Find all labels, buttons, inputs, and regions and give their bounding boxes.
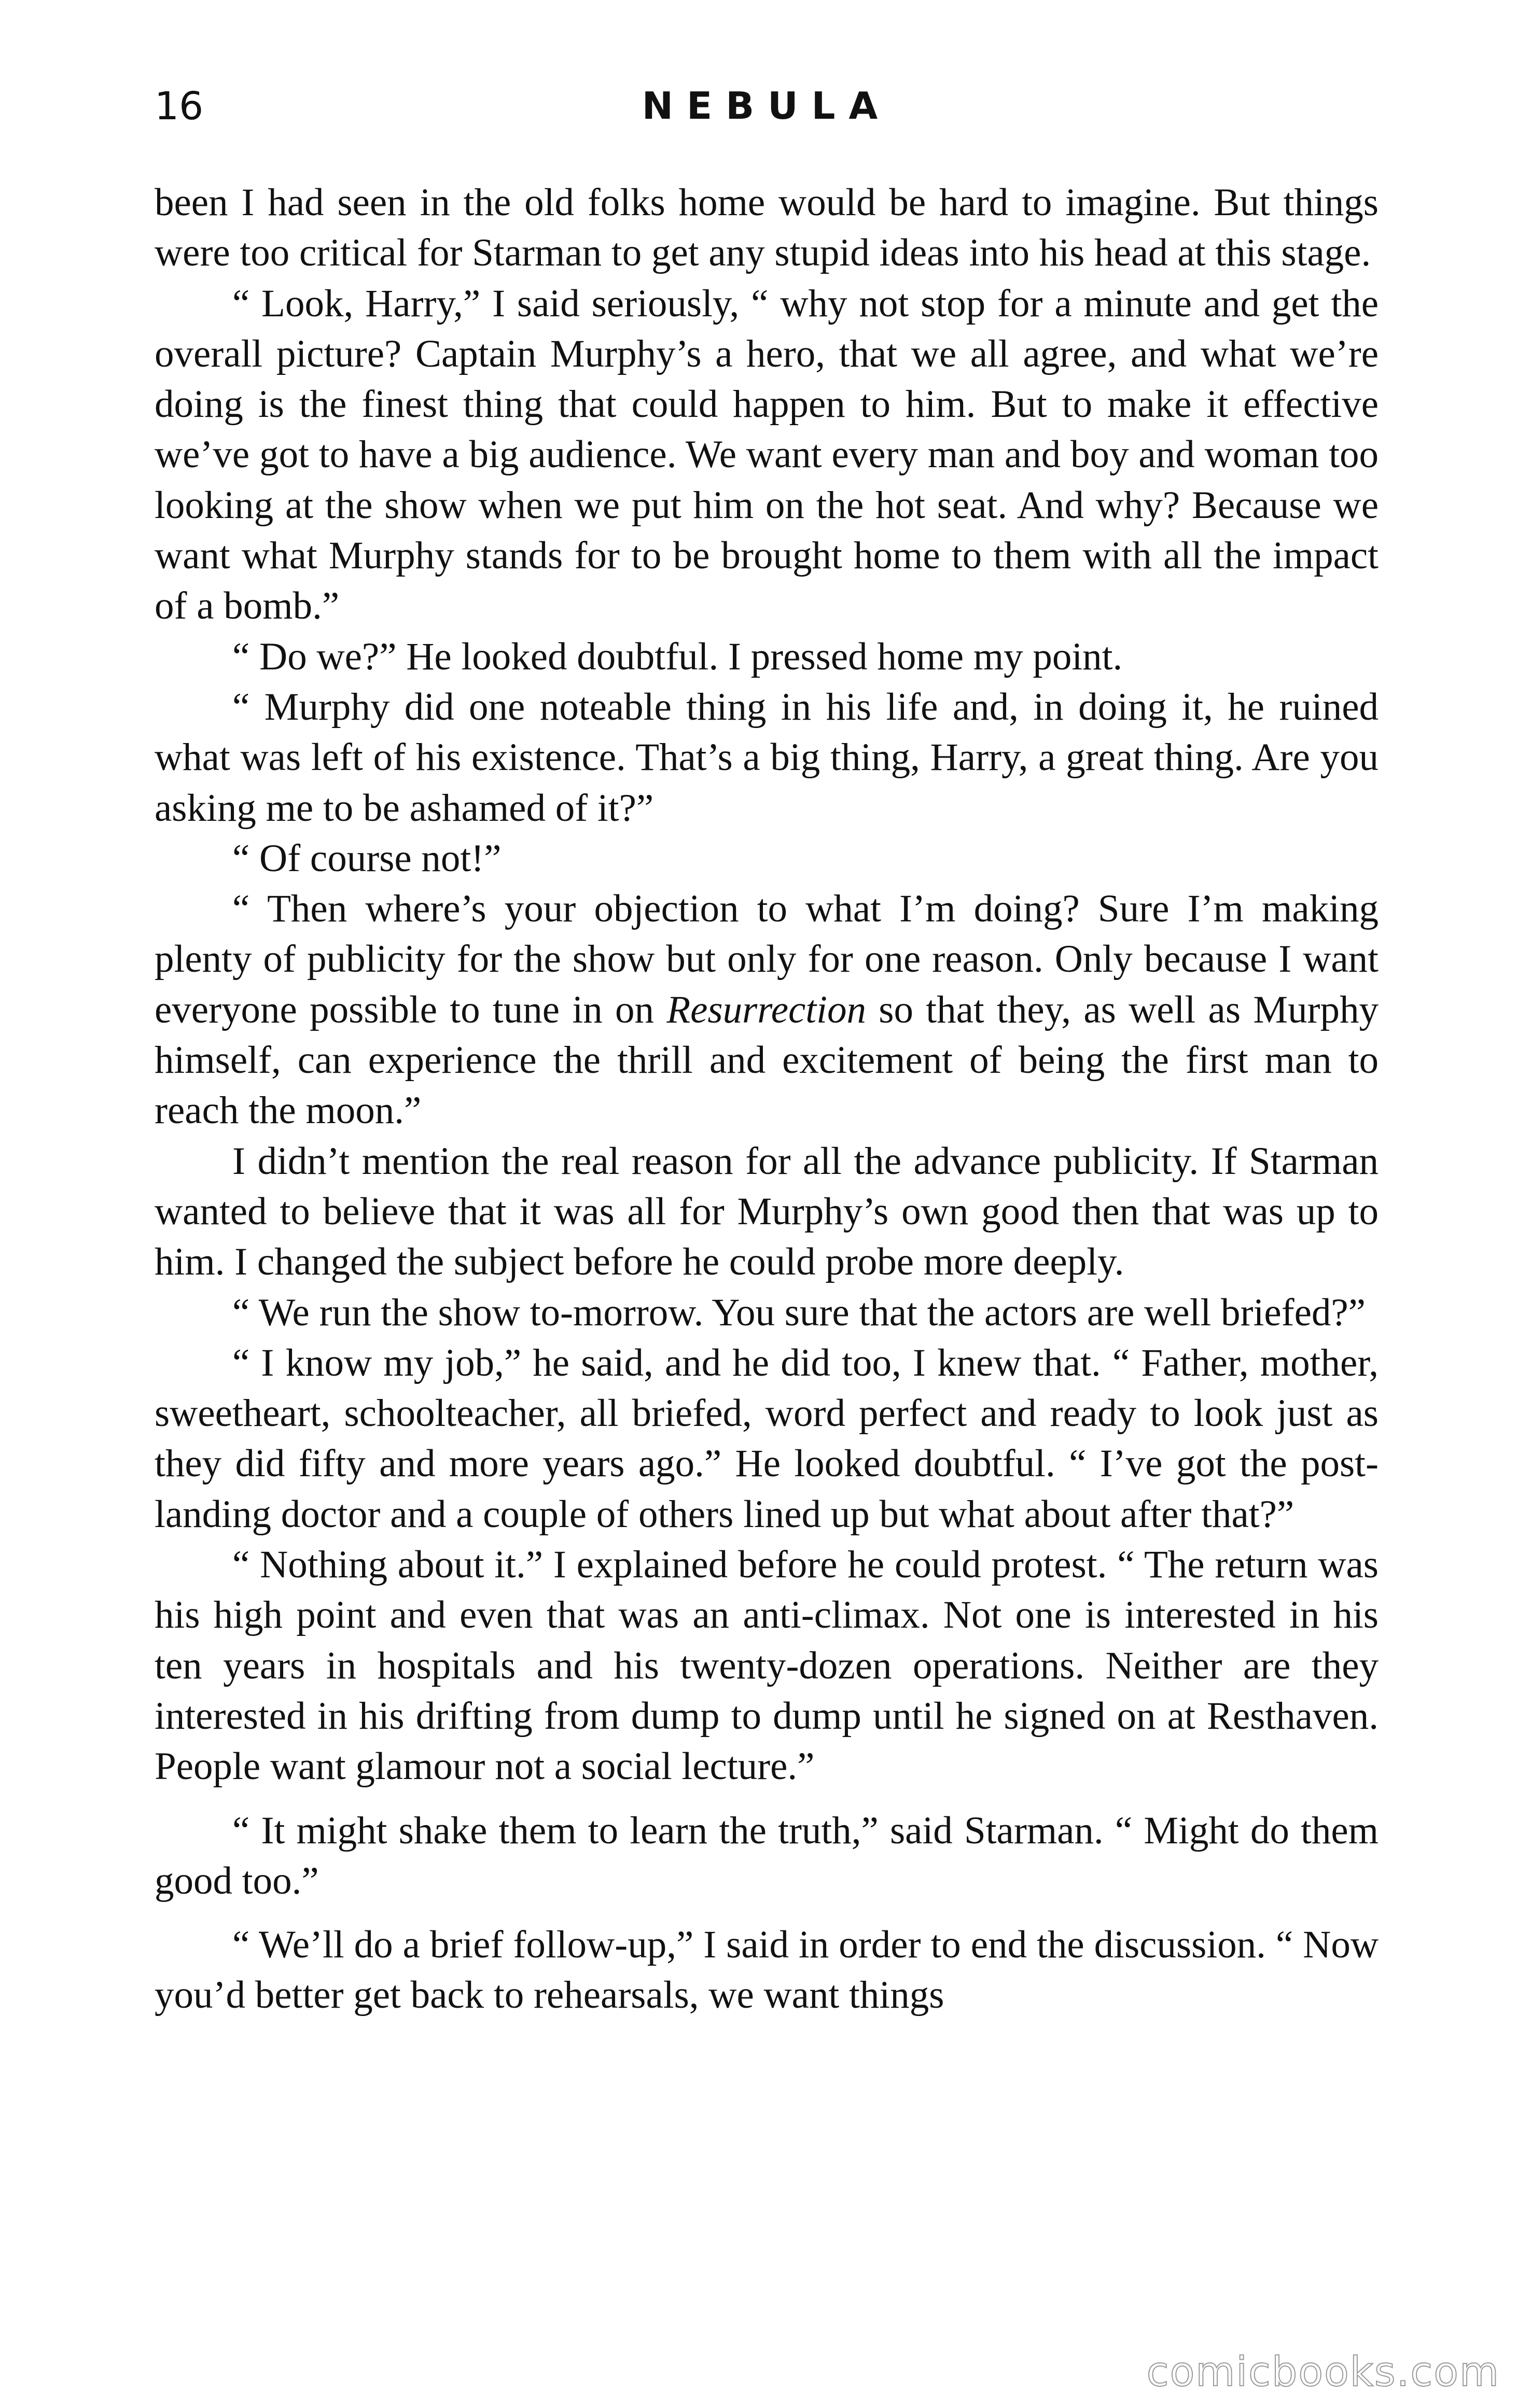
paragraph: “ Murphy did one noteable thing in his life and, in doing it, he ruined what was left of his existence. That’s a big thing, Harry, a great thing. Are you asking me to be ashamed of it?”: [155, 685, 1379, 830]
page-header: [155, 84, 1379, 144]
watermark: comicbooks.com: [1146, 2349, 1500, 2396]
paragraph: I didn’t mention the real reason for all the advance publicity. If Starman wanted to believe that it was all for Murphy’s own good then that was up to him. I changed the subject before he could probe more deeply.: [155, 1139, 1379, 1284]
paragraph: [155, 884, 1379, 1136]
paragraph: “ Of course not!”: [232, 836, 502, 880]
paragraph: “ We run the show to-morrow. You sure that the actors are well briefed?”: [232, 1291, 1366, 1334]
paragraph: “ I know my job,” he said, and he did too, I knew that. “ Father, mother, sweetheart, schoolteacher, all briefed, word perfect and ready to look just as they did fifty and more years ago.” He looked doubtful. “ I’ve got the post-landing doctor and a couple of others lined up but what about after that?”: [155, 1341, 1379, 1536]
show-title-italic: Resurrection: [666, 988, 866, 1031]
paragraph: “ Nothing about it.” I explained before he could protest. “ The return was his high point and even that was an anti-climax. Not one is interested in his ten years in hospitals and his twenty-dozen operations. Neither are they interested in his drifting from dump to dump until he signed on at Resthaven. People want glamour not a social lecture.”: [155, 1543, 1379, 1788]
paragraph: “ Look, Harry,” I said seriously, “ why not stop for a minute and get the overall picture? Captain Murphy’s a hero, that we all agree, and what we’re doing is the finest thing that could happen to him. But to make it effective we’ve got to have a big audience. We want every man and boy and woman too looking at the show when we put him on the hot seat. And why? Because we want what Murphy stands for to be brought home to them with all the impact of a bomb.”: [155, 282, 1379, 628]
paragraph: been I had seen in the old folks home would be hard to imagine. But things were too critical for Starman to get any stupid ideas into his head at this stage.: [155, 181, 1379, 275]
paragraph: “ Do we?” He looked doubtful. I pressed home my point.: [232, 635, 1123, 678]
body-text: [155, 177, 1379, 2021]
paragraph: “ We’ll do a brief follow-up,” I said in order to end the discussion. “ Now you’d better get back to rehearsals, we want things: [155, 1923, 1379, 2017]
page-number: 16: [155, 84, 204, 129]
running-title: NEBULA: [642, 84, 892, 128]
paragraph-text: “ Then where’s your objection to what I’m doing? Sure I’m making plenty of publicity for the show but only for one reason. Only because I want everyone possible to tune in on: [155, 887, 1379, 1031]
paragraph-text: so that they, as well as Murphy himself, can experience the thrill and excitement of being the first man to reach the moon.”: [155, 988, 1379, 1132]
paragraph: “ It might shake them to learn the truth,” said Starman. “ Might do them good too.”: [155, 1809, 1379, 1902]
